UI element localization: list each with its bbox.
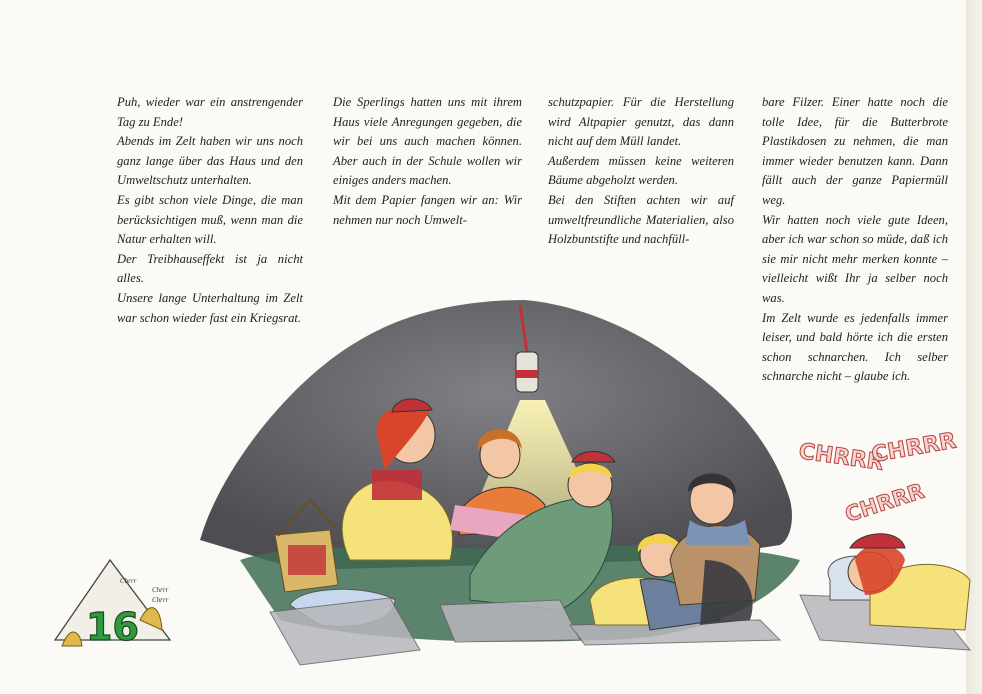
paragraph: schutzpapier. Für die Herstellung wird Altpapier genutzt, das dann nicht auf dem Müll landet. [548,95,734,149]
small-snore-word: Chrrr [120,577,137,585]
small-snore-word: Chrrr [152,596,169,604]
paragraph: bare Filzer. Einer hatte noch die tolle Idee, für die Butterbrote Plastikdosen zu nehmen, die man immer wieder benutzen kann. Dann fällt auch der ganze Papiermüll weg. [762,95,948,207]
paragraph: Es gibt schon viele Dinge, die man berücksichtigen muß, wenn man die Natur erhalten will. [117,192,303,247]
paragraph: Im Zelt wurde es jedenfalls immer leiser, und bald hörte ich die ersten schon schnarchen. Ich selber schnarche nicht – glaube ich. [762,310,948,384]
sleeping-mat [440,600,580,642]
paragraph: Abends im Zelt haben wir uns noch ganz lange über das Haus und den Umweltschutz unterhalten. [117,134,303,188]
paragraph: Puh, wieder war ein anstrengender Tag zu Ende! [117,95,303,129]
snore-word: CHRRR [797,439,886,476]
snore-word: CHRRR [869,428,959,468]
paragraph: Mit dem Papier fangen wir an: Wir nehmen nur noch Umwelt- [333,192,522,227]
page-number: 16 [86,605,139,649]
paragraph: Die Sperlings hatten uns mit ihrem Haus viele Anregungen gegeben, die wir bei uns auch machen können. Aber auch in der Schule wollen wir einiges anders machen. [333,95,522,188]
snore-word: CHRRR [842,478,928,527]
paragraph: Der Treibhauseffekt ist ja nicht alles. [117,251,303,286]
paragraph: Bei den Stiften achten wir auf umweltfreundliche Materialien, also Holzbuntstifte und nachfüll- [548,192,734,247]
sleeping-child-right [800,534,970,650]
page-number-sign [55,560,170,649]
paragraph: Unsere lange Unterhaltung im Zelt war schon wieder fast ein Kriegsrat. [117,290,303,325]
small-snore-word: Chrrr [152,586,169,594]
paragraph: Außerdem müssen keine weiteren Bäume abgeholzt werden. [548,153,734,188]
paragraph: Wir hatten noch viele gute Ideen, aber ich war schon so müde, daß ich sie mir nicht mehr merken konnte – vielleicht wißt Ihr ja selber noch was. [762,212,948,305]
